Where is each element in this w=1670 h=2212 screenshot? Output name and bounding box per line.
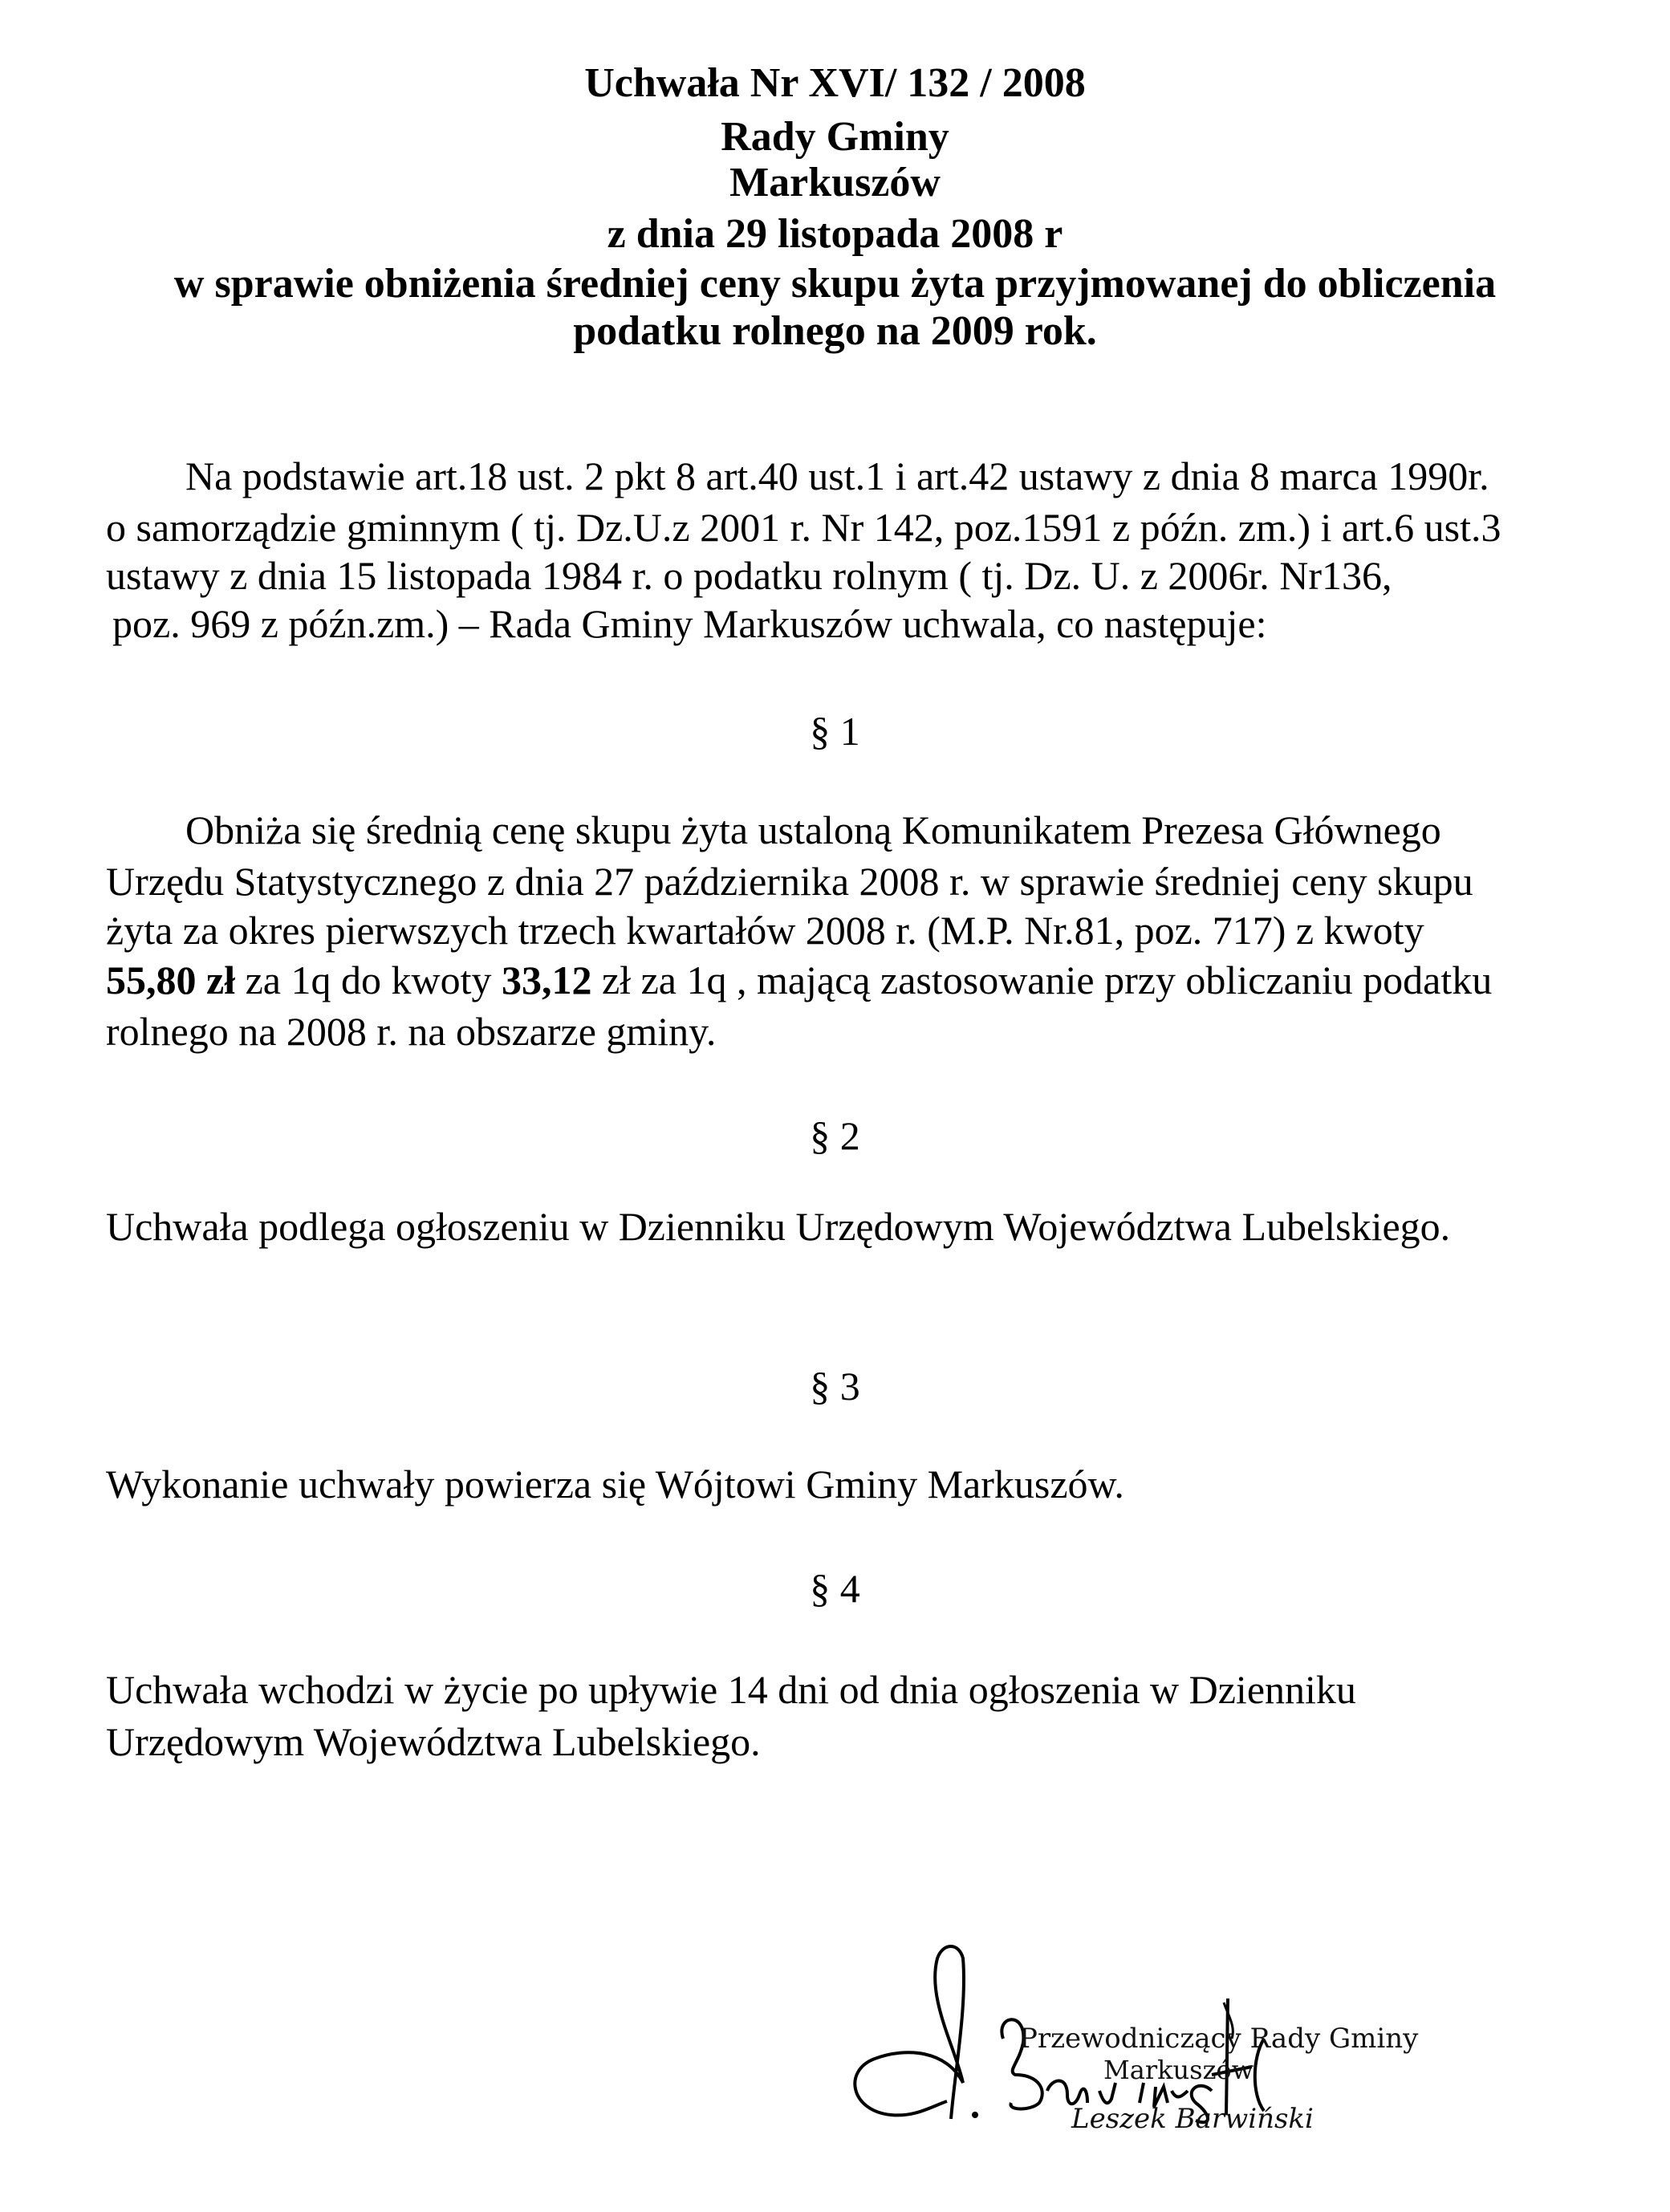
old-price: 55,80 zł: [106, 958, 236, 1002]
section-1-line: Urzędu Statystycznego z dnia 27 października 2008 r. w sprawie średniej ceny skupu: [106, 859, 1473, 904]
section-1-line: Obniża się średnią cenę skupu żyta ustaloną Komunikatem Prezesa Głównego: [185, 807, 1441, 852]
preamble-line: o samorządzie gminnym ( tj. Dz.U.z 2001 r. Nr 142, poz.1591 z późn. zm.) i art.6 ust.3: [106, 505, 1501, 550]
resolution-date: z dnia 29 listopada 2008 r: [607, 211, 1063, 257]
section-mark-1: § 1: [810, 709, 860, 754]
section-1-text: za 1q do kwoty: [235, 958, 502, 1002]
council-name: Rady Gminy: [721, 114, 949, 160]
section-mark-3: § 3: [810, 1364, 860, 1409]
section-mark-2: § 2: [810, 1113, 860, 1158]
section-3-line: Wykonanie uchwały powierza się Wójtowi Gminy Markuszów.: [106, 1462, 1124, 1507]
section-2-line: Uchwała podlega ogłoszeniu w Dzienniku Urzędowym Województwa Lubelskiego.: [106, 1204, 1451, 1249]
resolution-subject-line-1: w sprawie obniżenia średniej ceny skupu żyta przyjmowanej do obliczenia: [173, 261, 1497, 307]
section-4-line: Urzędowym Województwa Lubelskiego.: [106, 1719, 761, 1764]
section-mark-4: § 4: [810, 1566, 860, 1611]
new-price: 33,12: [501, 958, 592, 1002]
section-1-line: żyta za okres pierwszych trzech kwartałów 2008 r. (M.P. Nr.81, poz. 717) z kwoty: [106, 908, 1424, 953]
section-1-line: [106, 960, 1492, 1000]
section-4-line: Uchwała wchodzi w życie po upływie 14 dni od dnia ogłoszenia w Dzienniku: [106, 1667, 1356, 1712]
stamp-name: Leszek Barwiński: [1071, 2103, 1314, 2135]
section-1-text: zł za 1q , mającą zastosowanie przy obliczaniu podatku: [591, 958, 1493, 1002]
section-1-line: rolnego na 2008 r. na obszarze gminy.: [106, 1009, 717, 1054]
preamble-line: Na podstawie art.18 ust. 2 pkt 8 art.40 ust.1 i art.42 ustawy z dnia 8 marca 1990r.: [185, 453, 1489, 498]
stamp-title: Przewodniczący Rady Gminy: [1019, 2023, 1419, 2055]
resolution-number: Uchwała Nr XVI/ 132 / 2008: [584, 60, 1086, 106]
signature-block: [835, 1910, 1589, 2143]
municipality-name: Markuszów: [729, 160, 941, 205]
preamble-line: ustawy z dnia 15 listopada 1984 r. o podatku rolnym ( tj. Dz. U. z 2006r. Nr136,: [106, 553, 1392, 598]
stamp-municipality: Markuszów: [1103, 2055, 1254, 2085]
resolution-subject-line-2: podatku rolnego na 2009 rok.: [573, 308, 1097, 354]
preamble-line: poz. 969 z późn.zm.) – Rada Gminy Markuszów uchwala, co następuje:: [112, 601, 1267, 646]
